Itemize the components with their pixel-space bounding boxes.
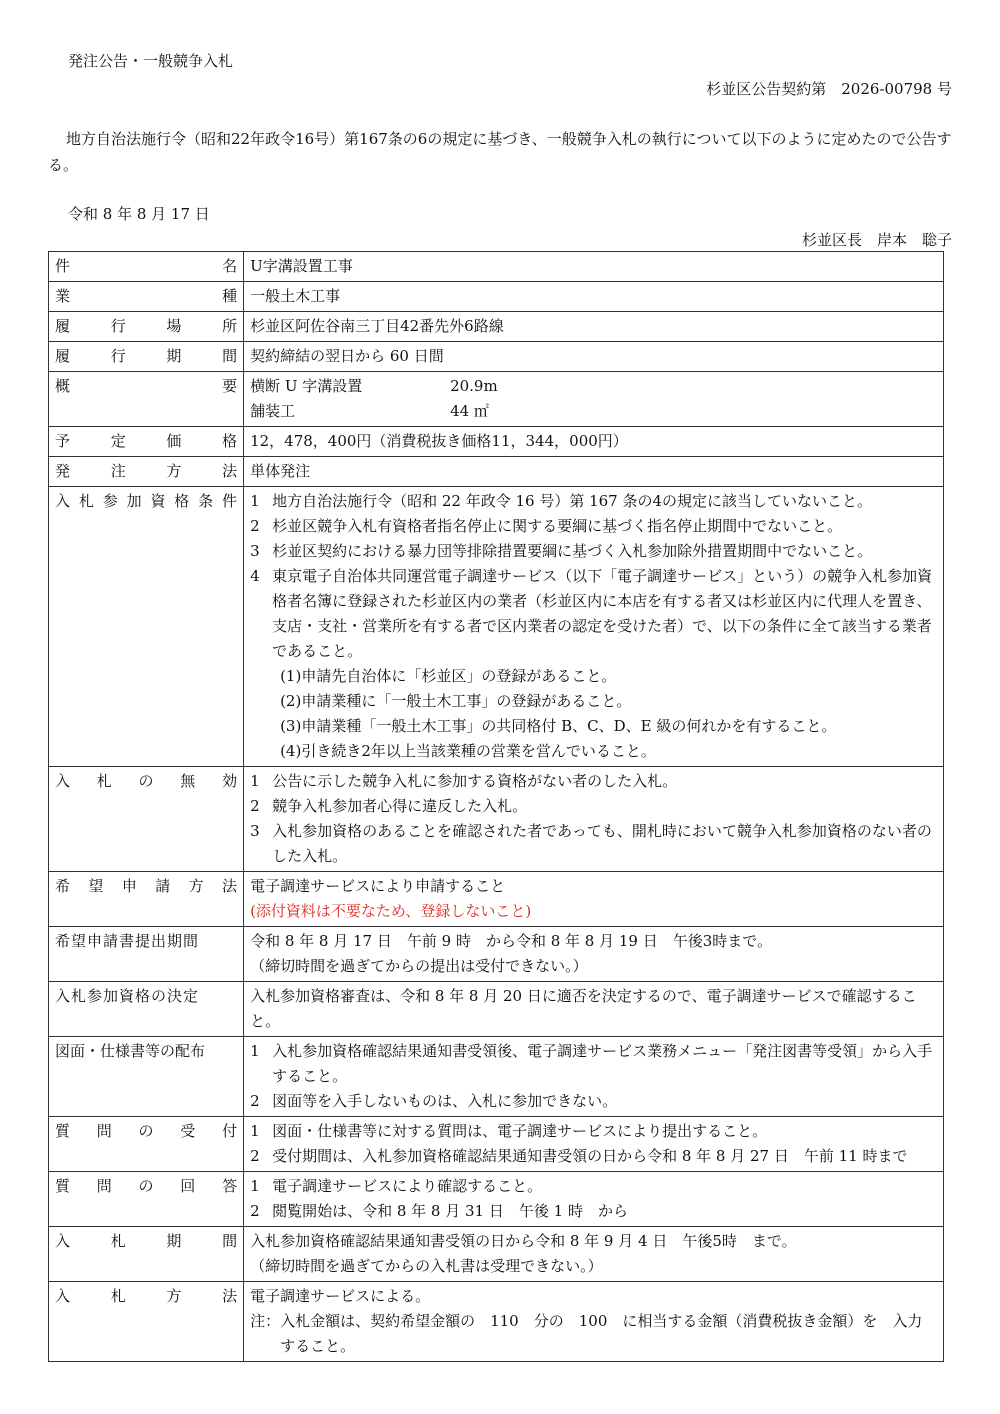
label-char: 札	[110, 1232, 126, 1250]
label-char: の	[138, 772, 154, 790]
note-text: 入札金額は、契約希望金額の 110 分の 100 に相当する金額（消費税抜き金額）を 入力すること。	[280, 1312, 923, 1355]
value-cell	[244, 312, 944, 342]
label-char: 方	[166, 1287, 182, 1305]
row-bid-method	[49, 1282, 944, 1362]
row-price	[49, 427, 944, 457]
value-cell	[244, 252, 944, 282]
value-cell	[244, 1282, 944, 1362]
list-item	[250, 1119, 937, 1144]
label-char: 概	[55, 377, 71, 395]
label	[55, 254, 237, 279]
label	[55, 1119, 237, 1144]
label	[55, 1174, 237, 1199]
bid-method: 電子調達サービスによる。	[250, 1287, 431, 1305]
label	[55, 314, 237, 339]
overview-name: 横断 U 字溝設置	[250, 377, 363, 395]
label-char: 間	[222, 1232, 238, 1250]
label-char: 件	[55, 257, 71, 275]
label-char: 入	[55, 1287, 71, 1305]
label-char: 方	[188, 877, 204, 895]
bid-period: 入札参加資格確認結果通知書受領の日から令和 8 年 9 月 4 日 午後5時 まで。	[250, 1232, 797, 1250]
label	[55, 769, 237, 794]
label-char: 付	[222, 1122, 238, 1140]
attachment-warning: (添付資料は不要なため、登録しないこと)	[250, 902, 532, 920]
label-char: 種	[222, 287, 238, 305]
row-industry	[49, 282, 944, 312]
label-char: 入	[55, 772, 71, 790]
item-number: 1	[250, 1042, 260, 1060]
label: 希望申請書提出期間	[55, 932, 200, 950]
label	[55, 1284, 237, 1309]
industry: 一般土木工事	[250, 287, 341, 305]
label-char: 無	[180, 772, 196, 790]
list-item	[250, 1144, 937, 1169]
item-text: 入札参加資格のあることを確認された者であっても、開札時において競争入札参加資格のない者のした入札。	[272, 822, 932, 865]
label-char: 所	[222, 317, 238, 335]
row-bid-period	[49, 1227, 944, 1282]
label	[55, 874, 237, 899]
label-char: 答	[222, 1177, 238, 1195]
value-cell	[244, 872, 944, 927]
label-cell	[49, 252, 244, 282]
planned-price: 12，478，400円（消費税抜き価格11，344，000円）	[250, 432, 628, 450]
application-period: 令和 8 年 8 月 17 日 午前 9 時 から令和 8 年 8 月 19 日 午後3時まで。	[250, 932, 772, 950]
value-cell	[244, 1037, 944, 1117]
label-char: 効	[222, 772, 238, 790]
label-char: 質	[55, 1122, 71, 1140]
label-char: 札	[96, 772, 112, 790]
qualification-decision: 入札参加資格審査は、令和 8 年 8 月 20 日に適否を決定するので、電子調達サービスで確認すること。	[250, 987, 917, 1030]
sub-item: (3)申請業種「一般土木工事」の共同格付 B、C、D、E 級の何れかを有すること。	[280, 717, 837, 735]
item-number: 1	[250, 772, 260, 790]
label-char: 予	[55, 432, 71, 450]
bid-note	[250, 1309, 937, 1359]
label-char: 申	[121, 877, 137, 895]
row-project-name	[49, 252, 944, 282]
item-number: 2	[250, 517, 260, 535]
sub-item: (1)申請先自治体に「杉並区」の登録があること。	[280, 667, 617, 685]
item-number: 1	[250, 492, 260, 510]
row-invalid-bids	[49, 767, 944, 872]
overview-item	[250, 374, 937, 399]
row-application-method	[49, 872, 944, 927]
label-char: 履	[55, 317, 71, 335]
row-location	[49, 312, 944, 342]
label-cell	[49, 872, 244, 927]
label-char: 問	[96, 1177, 112, 1195]
value-cell	[244, 372, 944, 427]
row-overview	[49, 372, 944, 427]
note-marker: 注：	[250, 1312, 281, 1330]
overview-name: 舗装工	[250, 402, 296, 420]
item-number: 2	[250, 1202, 260, 1220]
label-char: 発	[55, 462, 71, 480]
list-item	[250, 769, 937, 794]
row-questions	[49, 1117, 944, 1172]
label-char: 間	[222, 347, 238, 365]
list-item	[250, 819, 937, 869]
label	[55, 374, 237, 399]
label-char: 法	[222, 462, 238, 480]
value-cell	[244, 1172, 944, 1227]
label-char: 受	[180, 1122, 196, 1140]
deadline-note: （締切時間を過ぎてからの提出は受付できない。）	[250, 957, 588, 975]
label-char: 札	[110, 1287, 126, 1305]
item-text: 受付期間は、入札参加資格確認結果通知書受領の日から令和 8 年 8 月 27 日 午前 11 時まで	[272, 1147, 908, 1165]
value-cell	[244, 767, 944, 872]
label-cell	[49, 457, 244, 487]
label-char: 件	[222, 492, 238, 510]
project-name: U字溝設置工事	[250, 257, 353, 275]
item-text: 図面等を入手しないものは、入札に参加できない。	[272, 1092, 618, 1110]
notice-number: 杉並区公告契約第 2026-00798 号	[706, 80, 952, 98]
label-char: 価	[166, 432, 182, 450]
value-cell	[244, 982, 944, 1037]
item-number: 2	[250, 797, 260, 815]
label-char: 業	[55, 287, 71, 305]
label-char: 格	[222, 432, 238, 450]
item-text: 杉並区契約における暴力団等排除措置要綱に基づく入札参加除外措置期間中でないこと。	[272, 542, 873, 560]
list-item	[250, 1039, 937, 1089]
list-item	[250, 794, 937, 819]
label-char: 格	[174, 492, 190, 510]
row-application-period	[49, 927, 944, 982]
label-char: 質	[55, 1177, 71, 1195]
label-cell	[49, 767, 244, 872]
notice-heading: 発注公告・一般競争入札	[68, 52, 234, 70]
row-answers	[49, 1172, 944, 1227]
label-char: 期	[166, 347, 182, 365]
label-cell	[49, 372, 244, 427]
deadline-note: （締切時間を過ぎてからの入札書は受理できない。）	[250, 1257, 603, 1275]
value-cell	[244, 282, 944, 312]
label	[55, 429, 237, 454]
issuer-name: 杉並区長 岸本 聡子	[801, 231, 952, 249]
label-char: 条	[198, 492, 214, 510]
item-text: 公告に示した競争入札に参加する資格がない者のした入札。	[272, 772, 678, 790]
performance-period: 契約締結の翌日から 60 日間	[250, 347, 444, 365]
item-number: 1	[250, 1122, 260, 1140]
label-char: 希	[55, 877, 71, 895]
row-period	[49, 342, 944, 372]
label-cell	[49, 487, 244, 767]
label-cell	[49, 1227, 244, 1282]
label-char: 請	[155, 877, 171, 895]
label-char: 行	[110, 347, 126, 365]
item-text: 閲覧開始は、令和 8 年 8 月 31 日 午後 1 時 から	[272, 1202, 628, 1220]
label-cell	[49, 982, 244, 1037]
label-char: 問	[96, 1122, 112, 1140]
row-order-method	[49, 457, 944, 487]
label-char: 期	[166, 1232, 182, 1250]
application-method: 電子調達サービスにより申請すること	[250, 877, 506, 895]
label	[55, 1229, 237, 1254]
label-char: 入	[55, 492, 71, 510]
label	[55, 489, 237, 514]
item-text: 入札参加資格確認結果通知書受領後、電子調達サービス業務メニュー「発注図書等受領」から入手すること。	[272, 1042, 933, 1085]
item-number: 1	[250, 1177, 260, 1195]
item-number: 4	[250, 567, 260, 585]
label-char: 場	[166, 317, 182, 335]
label-char: 回	[180, 1177, 196, 1195]
label-cell	[49, 1037, 244, 1117]
label-char: の	[138, 1177, 154, 1195]
label-char: 定	[110, 432, 126, 450]
overview-qty: 20.9m	[450, 377, 498, 395]
label-char: 行	[110, 317, 126, 335]
item-number: 2	[250, 1092, 260, 1110]
item-number: 3	[250, 822, 260, 840]
value-cell	[244, 1227, 944, 1282]
label-cell	[49, 1172, 244, 1227]
label-char: 入	[55, 1232, 71, 1250]
item-text: 杉並区競争入札有資格者指名停止に関する要綱に基づく指名停止期間中でないこと。	[272, 517, 843, 535]
item-text: 地方自治法施行令（昭和 22 年政令 16 号）第 167 条の4の規定に該当していないこと。	[272, 492, 873, 510]
label-char: 履	[55, 347, 71, 365]
item-text: 電子調達サービスにより確認すること。	[272, 1177, 543, 1195]
location: 杉並区阿佐谷南三丁目42番先外6路線	[250, 317, 504, 335]
sub-item: (4)引き続き2年以上当該業種の営業を営んでいること。	[280, 742, 656, 760]
overview-qty: 44 ㎡	[450, 402, 489, 420]
value-cell	[244, 927, 944, 982]
value-cell	[244, 457, 944, 487]
row-document-distribution	[49, 1037, 944, 1117]
label-cell	[49, 312, 244, 342]
label-char: 参	[102, 492, 118, 510]
label-char: 札	[78, 492, 94, 510]
overview-item	[250, 399, 937, 424]
label	[55, 284, 237, 309]
value-cell	[244, 342, 944, 372]
label-char: 望	[88, 877, 104, 895]
value-cell	[244, 1117, 944, 1172]
label-char: の	[138, 1122, 154, 1140]
label-cell	[49, 1117, 244, 1172]
label-char: 要	[222, 377, 238, 395]
list-item	[250, 514, 937, 539]
order-method: 単体発注	[250, 462, 311, 480]
label-char: 名	[222, 257, 238, 275]
notice-table	[48, 251, 944, 1362]
list-item	[250, 564, 937, 664]
label-char: 資	[150, 492, 166, 510]
list-item	[250, 1199, 937, 1224]
value-cell	[244, 427, 944, 457]
row-qualifications	[49, 487, 944, 767]
label-char: 注	[110, 462, 126, 480]
list-item	[250, 539, 937, 564]
item-text: 競争入札参加者心得に違反した入札。	[272, 797, 528, 815]
label-cell	[49, 1282, 244, 1362]
label-char: 法	[222, 877, 238, 895]
list-item	[250, 1174, 937, 1199]
label-char: 法	[222, 1287, 238, 1305]
label-cell	[49, 927, 244, 982]
intro-paragraph: 地方自治法施行令（昭和22年政令16号）第167条の6の規定に基づき、一般競争入札の執行について以下のように定めたので公告する。	[48, 130, 952, 174]
item-text: 東京電子自治体共同運営電子調達サービス（以下「電子調達サービス」という）の競争入札参加資格者名簿に登録された杉並区内の業者（杉並区内に本店を有する者又は杉並区内に代理人を置き、支店・支社・営業所を有する者で区内業者の認定を受けた者）で、以下の条件に全て該当する業者であること。	[272, 567, 933, 660]
label: 入札参加資格の決定	[55, 987, 200, 1005]
label-cell	[49, 282, 244, 312]
label: 図面・仕様書等の配布	[55, 1042, 206, 1060]
list-item	[250, 1089, 937, 1114]
row-qualification-decision	[49, 982, 944, 1037]
value-cell	[244, 487, 944, 767]
label	[55, 344, 237, 369]
label-char: 方	[166, 462, 182, 480]
publication-date: 令和 8 年 8 月 17 日	[68, 205, 210, 223]
label-cell	[49, 427, 244, 457]
label	[55, 459, 237, 484]
item-number: 3	[250, 542, 260, 560]
item-text: 図面・仕様書等に対する質問は、電子調達サービスにより提出すること。	[272, 1122, 768, 1140]
sub-item: (2)申請業種に「一般土木工事」の登録があること。	[280, 692, 632, 710]
item-number: 2	[250, 1147, 260, 1165]
list-item	[250, 489, 937, 514]
label-char: 加	[126, 492, 142, 510]
label-cell	[49, 342, 244, 372]
